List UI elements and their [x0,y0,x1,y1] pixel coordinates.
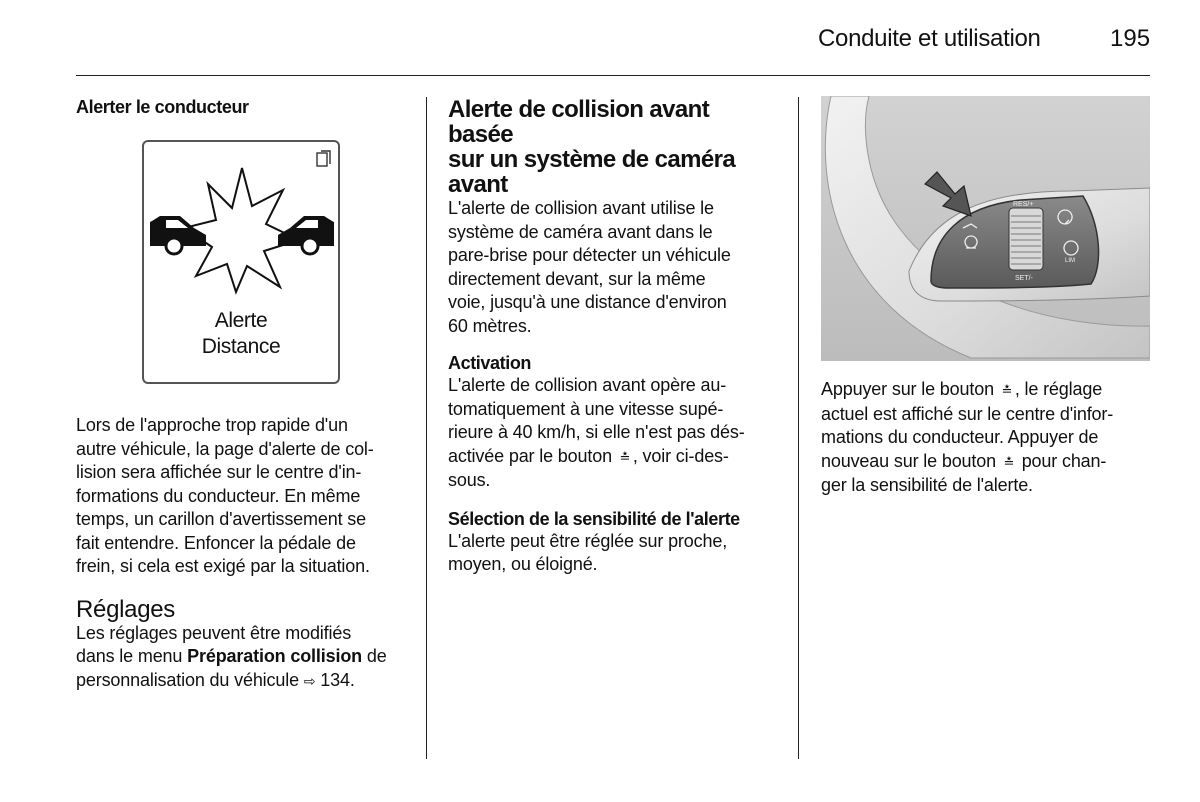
res-label: RES/+ [1013,201,1034,208]
left-car-icon [150,216,206,254]
text-line: L'alerte peut être réglée sur proche, [448,530,728,551]
figure-label-alerte: Alerte [214,309,268,332]
reglages-paragraph [76,622,410,694]
text-line: Appuyer sur le bouton [821,379,999,399]
steering-wheel-illustration [821,96,1150,361]
page-reference-arrow-icon: ⇨ [303,672,316,689]
text-line: dans le menu [76,646,188,666]
column-divider-2 [798,97,799,759]
impact-star-icon [184,168,299,292]
text-line: , voir ci-des- [632,445,729,466]
figure-label-distance: Distance [201,335,281,358]
text-line: directement devant, sur la même [448,268,706,289]
text-line: autre véhicule, la page d'alerte de col- [76,438,374,459]
text-line: , le réglage [1014,379,1103,399]
text-line: système de caméra avant dans le [448,221,713,242]
text-line: Lors de l'approche trop rapide d'un [76,415,348,435]
approach-paragraph [76,414,410,579]
text-line: ger la sensibilité de l'alerte. [821,475,1033,495]
column-divider-1 [426,97,427,759]
text-line: personnalisation du véhicule [76,669,304,690]
fcw-intro-paragraph [448,197,778,338]
heading-line: Alerte de collision avant basée [448,96,710,148]
text-line: moyen, ou éloigné. [448,554,598,574]
sensibilite-paragraph [448,530,778,577]
collision-alert-button-icon: ≛ [1001,383,1013,398]
page-reference: 134. [315,669,355,690]
text-line: fait entendre. Enfoncer la pédale de [76,532,356,553]
heading-line: avant [448,171,508,198]
text-line: 60 mètres. [448,315,532,336]
right-car-icon [278,216,334,254]
text-line: voie, jusqu'à une distance d'environ [448,292,727,312]
activation-paragraph [448,374,778,493]
activation-heading: Activation [448,353,532,373]
set-label: SET/- [1015,275,1033,282]
text-line: L'alerte de collision avant opère au- [448,375,727,395]
collision-alert-button-icon: ≛ [1003,454,1015,470]
sensibilite-heading: Sélection de la sensibilité de l'alerte [448,508,740,529]
text-line: activée par le bouton [448,445,617,466]
collision-alert-display-figure [142,140,340,384]
document-icon [317,151,330,166]
text-line: tomatiquement à une vitesse supé- [448,398,724,419]
text-line: lision sera affichée sur le centre d'in- [76,462,362,482]
menu-name-preparation-collision: Préparation collision [187,646,363,666]
lim-label: LIM [1065,258,1076,264]
text-line: L'alerte de collision avant utilise le [448,198,714,218]
page-number: 195 [1110,25,1151,52]
text-line: temps, un carillon d'avertissement se [76,509,367,529]
text-line: de [362,646,387,666]
col1-body [76,414,410,693]
text-line: Les réglages peuvent être modifiés [76,622,352,643]
fcw-section-heading [448,97,778,197]
header-rule [76,75,1150,76]
column-1 [76,97,406,118]
text-line: pour chan- [1016,450,1107,471]
reglages-heading: Réglages [76,595,176,623]
text-line: sous. [448,470,491,490]
column-2 [448,97,778,577]
text-line: mations du conducteur. Appuyer de [821,427,1099,447]
text-line: rieure à 40 km/h, si elle n'est pas dés- [448,422,745,442]
text-line: frein, si cela est exigé par la situation. [76,556,370,576]
steering-wheel-figure [821,96,1150,361]
text-line: pare-brise pour détecter un véhicule [448,245,731,265]
collision-alert-button-icon: ≛ [619,449,631,465]
text-line: nouveau sur le bouton [821,450,1001,471]
page-header-title: Conduite et utilisation [818,25,1041,52]
text-line: actuel est affiché sur le centre d'infor- [821,403,1114,424]
alerter-heading: Alerter le conducteur [76,97,249,117]
col3-body [821,378,1151,498]
button-instructions-paragraph [821,378,1151,498]
text-line: formations du conducteur. En même [76,485,361,506]
heading-line: sur un système de caméra [448,146,736,173]
